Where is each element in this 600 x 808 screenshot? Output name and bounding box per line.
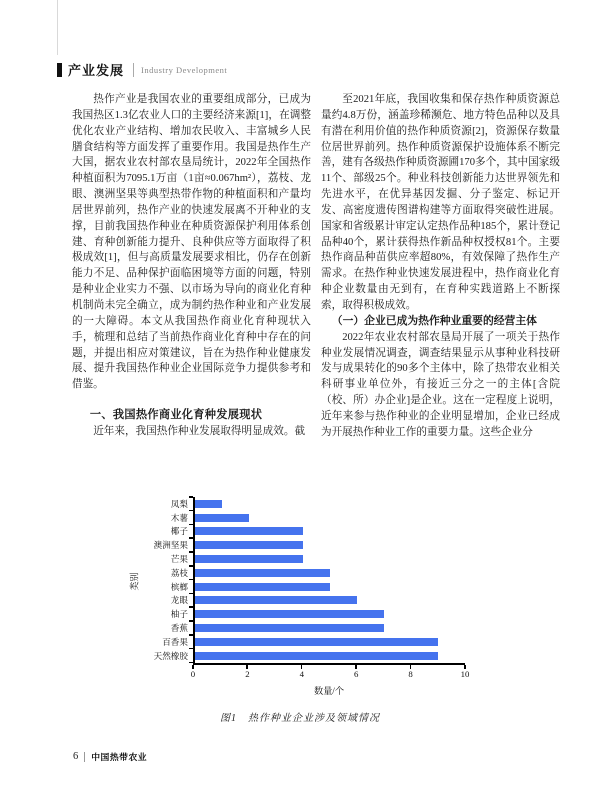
x-tick-label: 0 [190, 668, 196, 679]
y-tick-mark [189, 662, 193, 664]
article-body [72, 92, 560, 441]
category-tick-label: 香蕉 [170, 623, 188, 634]
column-subtitle: Industry Development [141, 64, 228, 75]
y-tick-mark [189, 620, 193, 622]
y-tick-mark [189, 510, 193, 512]
header-accent-bar-icon [57, 63, 62, 77]
footer-divider [84, 752, 85, 762]
plot-area [193, 497, 465, 665]
category-tick-label: 椰子 [170, 526, 188, 537]
paragraph: 近年来，我国热作种业发展取得明显成效。截 [93, 425, 306, 437]
paragraph: 至2021年底，我国收集和保存热作种质资源总量约4.8万份，涵盖珍稀濒危、地方特色品种以及具有潜在利用价值的热作种质资源[2]，资源保存数量位居世界前列。热作种质资源保护设施体系不断完善，建有各级热作种质资源圃170多个，其中国家级11个、部级25个。种业科技创新能力达世界领先和先进水平，在优异基因发掘、分子鉴定、标记开发、高密度遗传图谱构建等方面取得突破性进展。国家和省级累计审定认定热作品种185个，累计登记品种40个，累计获得热作新品种权授权81个。主要热作商品种苗供应率超80%，有效保障了热作生产需求。在热作种业快速发展进程中，热作商业化育种企业数量由无到有，在育种实践道路上不断探索，取得积极成效。 [321, 94, 560, 311]
bar [195, 638, 438, 646]
bar [195, 596, 357, 604]
y-tick-mark [189, 634, 193, 636]
category-tick-label: 龙眼 [170, 595, 188, 606]
y-tick-mark [189, 606, 193, 608]
page-header [57, 60, 227, 79]
bar-row [195, 566, 465, 580]
bar-row [195, 538, 465, 552]
y-axis-label: 类别 [129, 572, 140, 591]
bar-row [195, 525, 465, 539]
y-tick-mark [189, 537, 193, 539]
bar-row [195, 635, 465, 649]
category-tick-label: 槟榔 [170, 581, 188, 592]
category-tick-label: 柚子 [170, 609, 188, 620]
x-axis-label: 数量/个 [313, 685, 345, 696]
y-tick-mark [189, 579, 193, 581]
bar-row [195, 552, 465, 566]
y-tick-mark [189, 496, 193, 498]
bar [195, 624, 384, 632]
page-number: 6 [73, 751, 79, 762]
bar-row [195, 511, 465, 525]
bar-row [195, 621, 465, 635]
top-margin-rule [57, 0, 58, 55]
bar-row [195, 607, 465, 621]
bar [195, 569, 330, 577]
x-tick-label: 10 [460, 668, 470, 679]
bar-row [195, 649, 465, 663]
bar [195, 583, 330, 591]
category-tick-label: 百香果 [162, 636, 188, 647]
y-tick-mark [189, 648, 193, 650]
journal-name: 中国热带农业 [91, 752, 148, 762]
y-tick-mark [189, 565, 193, 567]
header-divider [133, 63, 134, 77]
paragraph: 2022年农业农村部农垦局开展了一项关于热作种业发展情况调查，调查结果显示从事种业科技研发与成果转化的90多个主体中，除了热带农业相关科研事业单位外，有接近三分之一的主体[含院（校、所）办企业]是企业。这在一定程度上说明，近年来参与热作种业的企业明显增加，企业已经成为开展热作种业工作的重要力量。这些企业分 [321, 331, 560, 438]
column-title: 产业发展 [68, 63, 125, 78]
bar [195, 555, 303, 563]
x-tick-label: 4 [299, 668, 304, 679]
left-column [72, 92, 311, 441]
subsection-heading: （一）企业已成为热作种业重要的经营主体 [331, 314, 537, 327]
x-tick-label: 2 [245, 668, 250, 679]
section-heading: 一、我国热作商业化育种发展现状 [89, 409, 263, 422]
category-tick-label: 澳洲坚果 [153, 540, 188, 551]
x-axis [190, 665, 470, 681]
y-tick-mark [189, 551, 193, 553]
category-tick-label: 天然橡胶 [153, 650, 188, 661]
figure-caption: 图1 热作种业企业涉及领域情况 [220, 712, 380, 724]
bar-row [195, 594, 465, 608]
page-footer [73, 750, 147, 763]
bar-row [195, 580, 465, 594]
figure-1 [0, 497, 600, 724]
bar-chart [131, 497, 469, 697]
bar [195, 514, 249, 522]
paragraph: 热作产业是我国农业的重要组成部分，已成为我国热区1.3亿农业人口的主要经济来源[1]，在调整优化农业产业结构、增加农民收入、丰富城乡人民膳食结构等方面发挥了重要作用。我国是热作生产大国，据农业农村部农垦局统计，2022年全国热作种植面积为7095.1万亩（1亩≈0.067hm²），荔枝、龙眼、澳洲坚果等典型热带作物的种植面积和产量均居世界前列，热作产业的快速发展离不开种业的支撑，目前我国热作种业在种质资源保护利用体系创建、育种创新能力提升、良种供应等方面取得了积极成效[1]，但与高质量发展要求相比，仍存在创新能力不足、品种保护面临困境等方面的问题，特别是种业企业实力不强、以市场为导向的商业化育种机制尚未完全确立，成为制约热作种业和产业发展的一大障碍。本文从我国热作商业化育种现状入手，梳理和总结了当前热作商业化育种中存在的问题，并提出相应对策建议，旨在为热作种业健康发展、提升我国热作种业企业国际竞争力提供参考和借鉴。 [72, 94, 311, 391]
x-tick-label: 6 [353, 668, 359, 679]
category-tick-label: 芒果 [170, 554, 188, 565]
right-column [321, 92, 560, 441]
category-tick-label: 木薯 [170, 512, 188, 523]
bar [195, 527, 303, 535]
bar [195, 500, 222, 508]
bar [195, 652, 438, 660]
bar [195, 610, 384, 618]
category-tick-label: 荔枝 [170, 567, 188, 578]
x-tick-label: 8 [408, 668, 413, 679]
category-tick-label: 凤梨 [170, 498, 188, 509]
bar [195, 541, 303, 549]
y-tick-mark [189, 524, 193, 526]
y-tick-mark [189, 593, 193, 595]
bar-row [195, 497, 465, 511]
